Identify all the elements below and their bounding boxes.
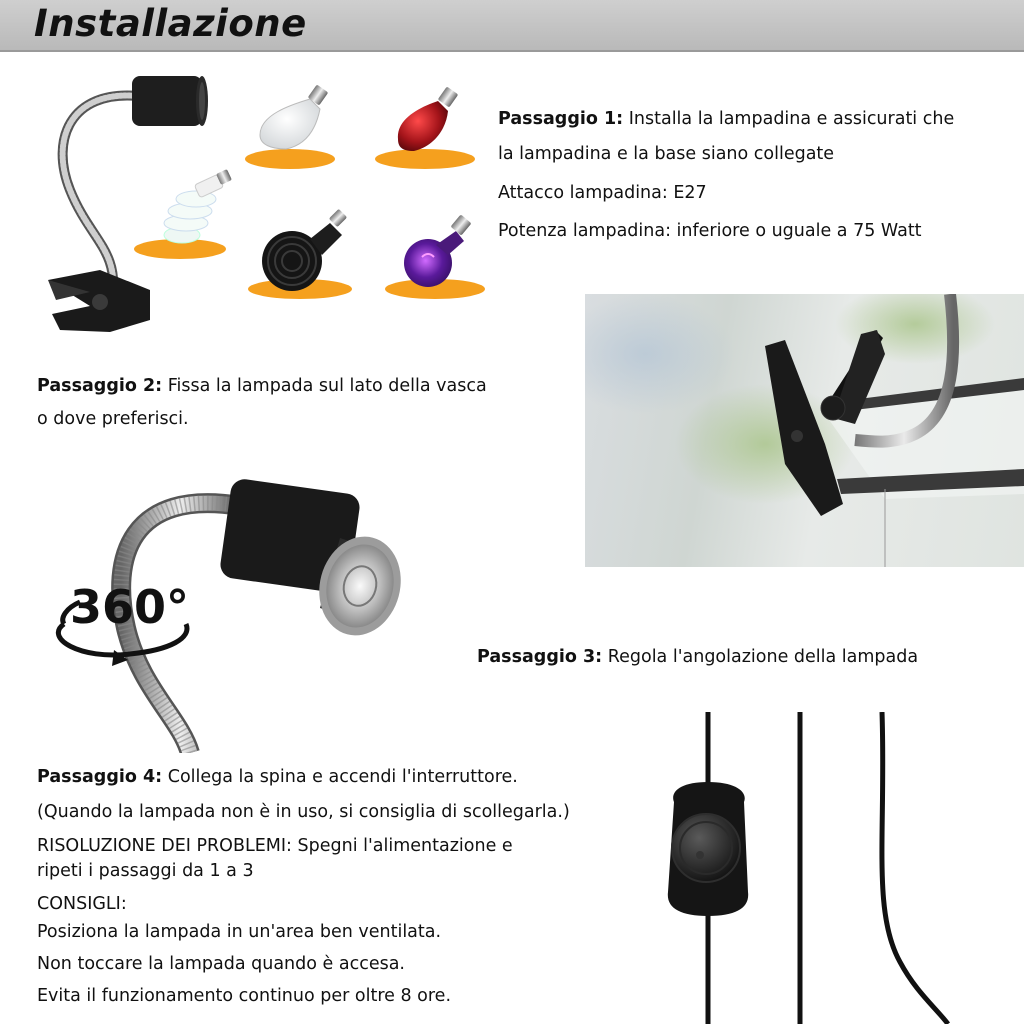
- cord-switch-illustration: [660, 712, 950, 1024]
- step3-label: Passaggio 3:: [477, 647, 603, 667]
- step1-text: Installa la lampadina e assicurati che: [628, 109, 955, 129]
- step1-line1: [498, 109, 954, 129]
- troubleshooting-line2: ripeti i passaggi da 1 a 3: [37, 861, 254, 881]
- step2-line2: o dove preferisci.: [37, 409, 189, 429]
- step4-text: Collega la spina e accendi l'interruttore.: [167, 767, 518, 787]
- troubleshooting-label: RISOLUZIONE DEI PROBLEMI:: [37, 836, 292, 856]
- page-title: Installazione: [34, 2, 307, 45]
- header-bar: [0, 0, 1024, 52]
- troubleshooting-line1: [37, 836, 513, 856]
- compatible-bulbs-illustration: [130, 85, 490, 305]
- tank-clip-photo: [585, 294, 1024, 567]
- step1-label: Passaggio 1:: [498, 109, 624, 129]
- tip-item: Posiziona la lampada in un'area ben ventilata.: [37, 922, 442, 942]
- tip-item: Non toccare la lampada quando è accesa.: [37, 954, 405, 974]
- step4-line: [37, 767, 518, 787]
- step2-label: Passaggio 2:: [37, 376, 163, 396]
- troubleshooting-text: Spegni l'alimentazione e: [297, 836, 513, 856]
- tip-item: Evita il funzionamento continuo per oltre 8 ore.: [37, 986, 452, 1006]
- bulb-power-spec: Potenza lampadina: inferiore o uguale a 75 Watt: [498, 221, 922, 241]
- step3-line: [477, 647, 918, 667]
- step4-label: Passaggio 4:: [37, 767, 163, 787]
- step4-note: (Quando la lampada non è in uso, si consiglia di scollegarla.): [37, 802, 570, 822]
- step1-line2: la lampadina e la base siano collegate: [498, 144, 835, 164]
- step3-text: Regola l'angolazione della lampada: [607, 647, 919, 667]
- tips-label: CONSIGLI:: [37, 894, 127, 914]
- step2-text: Fissa la lampada sul lato della vasca: [167, 376, 487, 396]
- step2-line1: [37, 376, 487, 396]
- bulb-socket-spec: Attacco lampadina: E27: [498, 183, 707, 203]
- rotation-360-badge: 360°: [70, 580, 190, 634]
